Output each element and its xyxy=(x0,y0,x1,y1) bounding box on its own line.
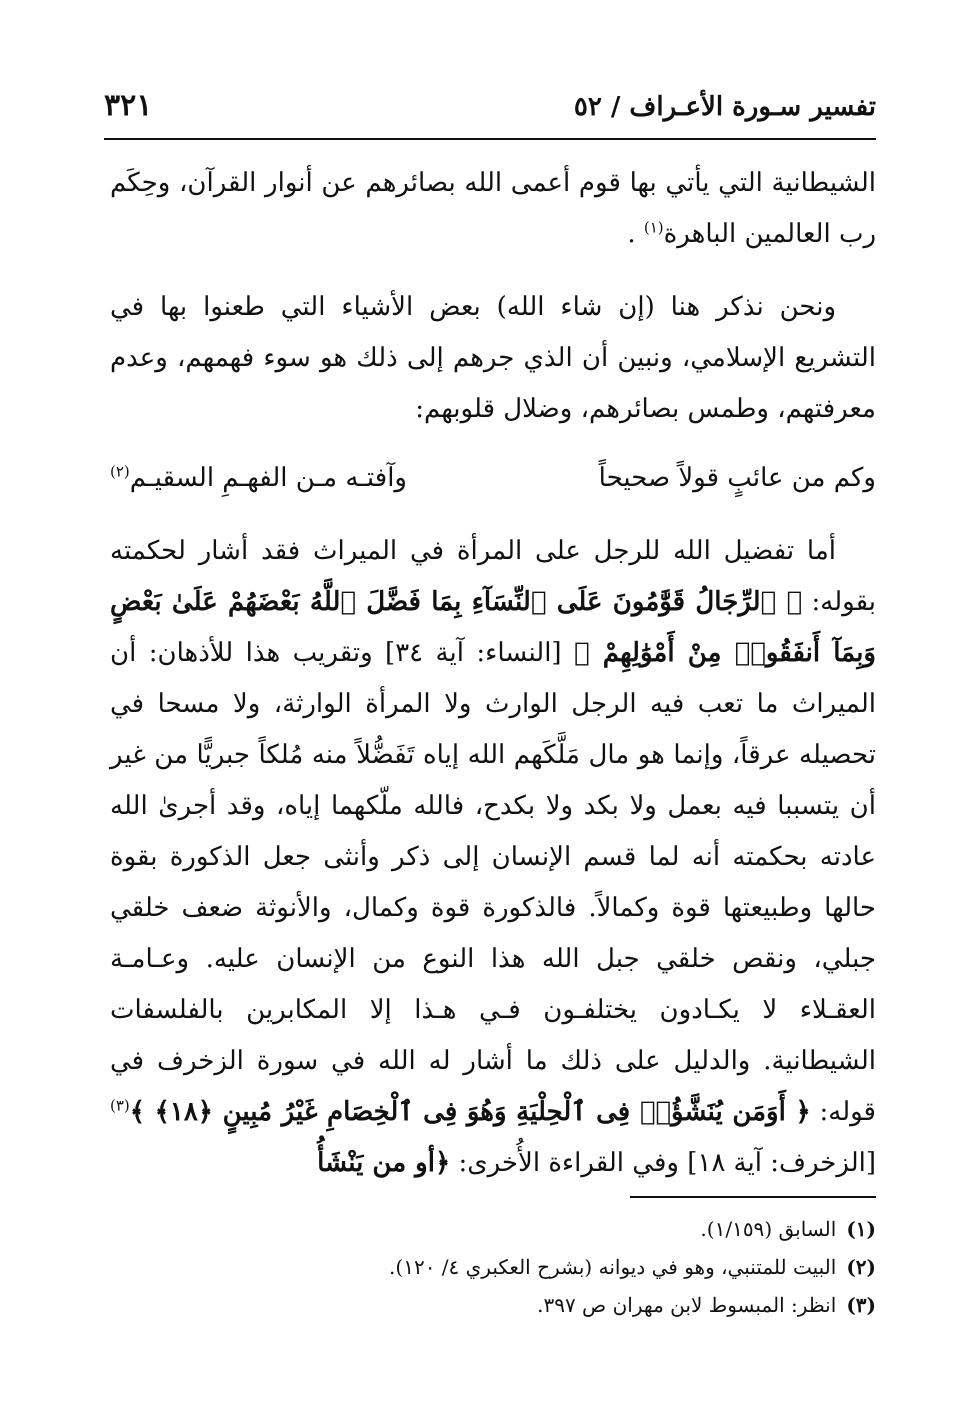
quran-quote-zukhruf: ﴿ أَوَمَن يُنَشَّؤُا۟ فِى ٱلْحِلْيَةِ وَهُوَ فِى ٱلْخِصَامِ غَيْرُ مُبِينٍ ﴿١٨﴾ ﴾ xyxy=(129,1097,811,1127)
footnotes xyxy=(110,1210,876,1324)
header-divider xyxy=(104,138,876,140)
spacer xyxy=(110,435,876,453)
paragraph-1-text: الشيطانية التي يأتي بها قوم أعمى الله بصائرهم عن أنوار القرآن، وحِكَم رب العالمين الباهرة xyxy=(110,168,876,249)
footnote-2 xyxy=(110,1248,876,1286)
paragraph-1 xyxy=(110,158,876,260)
paragraph-3-text-b: [النساء: آية ٣٤] وتقريب هذا للأذهان: أن الميراث ما تعب فيه الرجل الوارث ولا المرأة الوارثة، ولا مسحا في تحصيله عرقاً، وإنما هو مال مَلَّكَهم الله إياه تَفَضُّلاً منه مُلكاً جبريًّا من غير أن يتسببا فيه بعمل ولا بكد ولا بكدح، فالله ملّكهما إياه، وقد أجرىٰ الله عادته بحكمته أنه لما قسم الإنسان إلى ذكر وأنثى جعل الذكورة بقوة حالها وطبيعتها قوة وكمالاً. فالذكورة قوة وكمال، والأنوثة ضعف خلقي جبلي، ونقص خلقي جبل الله هذا النوع من الإنسان عليه. وعـامـة العقـلاء لا يكـادون يختلفـون فـي هـذا إلا المكابرين بالفلسفات الشيطانية. والدليل على ذلك ما أشار له الله في سورة الزخرف في قوله: xyxy=(110,638,876,1127)
verse-first-hemistich: وكم من عائبٍ قولاً صحيحاً xyxy=(598,463,876,493)
footnote-ref-2: (٢) xyxy=(110,462,130,481)
spacer xyxy=(110,504,876,526)
footnote-text: البيت للمتنبي، وهو في ديوانه (بشرح العكبري ٤/ ١٢٠). xyxy=(389,1255,837,1279)
paragraph-3 xyxy=(110,526,876,1189)
running-header xyxy=(104,88,876,132)
verse-second-hemistich-wrap xyxy=(110,453,407,504)
footnote-ref-3: (٣) xyxy=(110,1096,130,1115)
footnote-ref-1: (١) xyxy=(643,218,664,237)
footnote-number: (٣) xyxy=(846,1293,876,1317)
page-number: ٣٢١ xyxy=(104,88,153,123)
quran-quote-nisa: ﴿ ٱلرِّجَالُ قَوَّٰمُونَ عَلَى ٱلنِّسَآءِ بِمَا فَضَّلَ ٱللَّهُ بَعْضَهُمْ عَلَىٰ بَعْضٍ وَبِمَآ أَنفَقُوا۟ مِنْ أَمْوَٰلِهِمْ ﴾ xyxy=(110,587,876,668)
quran-quote-alt-reading: ﴿أو من يَنْشَأُ xyxy=(317,1148,451,1178)
footnote-text: السابق (١/١٥٩). xyxy=(700,1217,837,1241)
spacer xyxy=(110,260,876,282)
footnote-number: (١) xyxy=(846,1217,876,1241)
main-text xyxy=(110,158,876,1189)
paragraph-3-text-c: [الزخرف: آية ١٨] وفي القراءة الأُخرى: xyxy=(450,1148,876,1178)
paragraph-2: ونحن نذكر هنا (إن شاء الله) بعض الأشياء التي طعنوا بها في التشريع الإسلامي، ونبين أن الذي جرهم إلى ذلك هو سوء فهمهم، وعدم معرفتهم، وطمس بصائرهم، وضلال قلوبهم: xyxy=(110,292,876,424)
header-title: تفسير سـورة الأعـراف / ٥٢ xyxy=(573,92,876,122)
verse-second-hemistich: وآفتـه مـن الفهـمِ السقيـم xyxy=(129,463,407,493)
footnote-text: انظر: المبسوط لابن مهران ص ٣٩٧. xyxy=(537,1293,837,1317)
footnote-3 xyxy=(110,1286,876,1324)
poetry-verse xyxy=(110,453,876,504)
paragraph-1-end: . xyxy=(627,219,644,249)
footnote-divider xyxy=(630,1196,876,1198)
footnote-number: (٢) xyxy=(846,1255,876,1279)
paragraph-3-text-a: أما تفضيل الله للرجل على المرأة في الميراث فقد أشار لحكمته بقوله: xyxy=(110,536,876,617)
footnote-1 xyxy=(110,1210,876,1248)
